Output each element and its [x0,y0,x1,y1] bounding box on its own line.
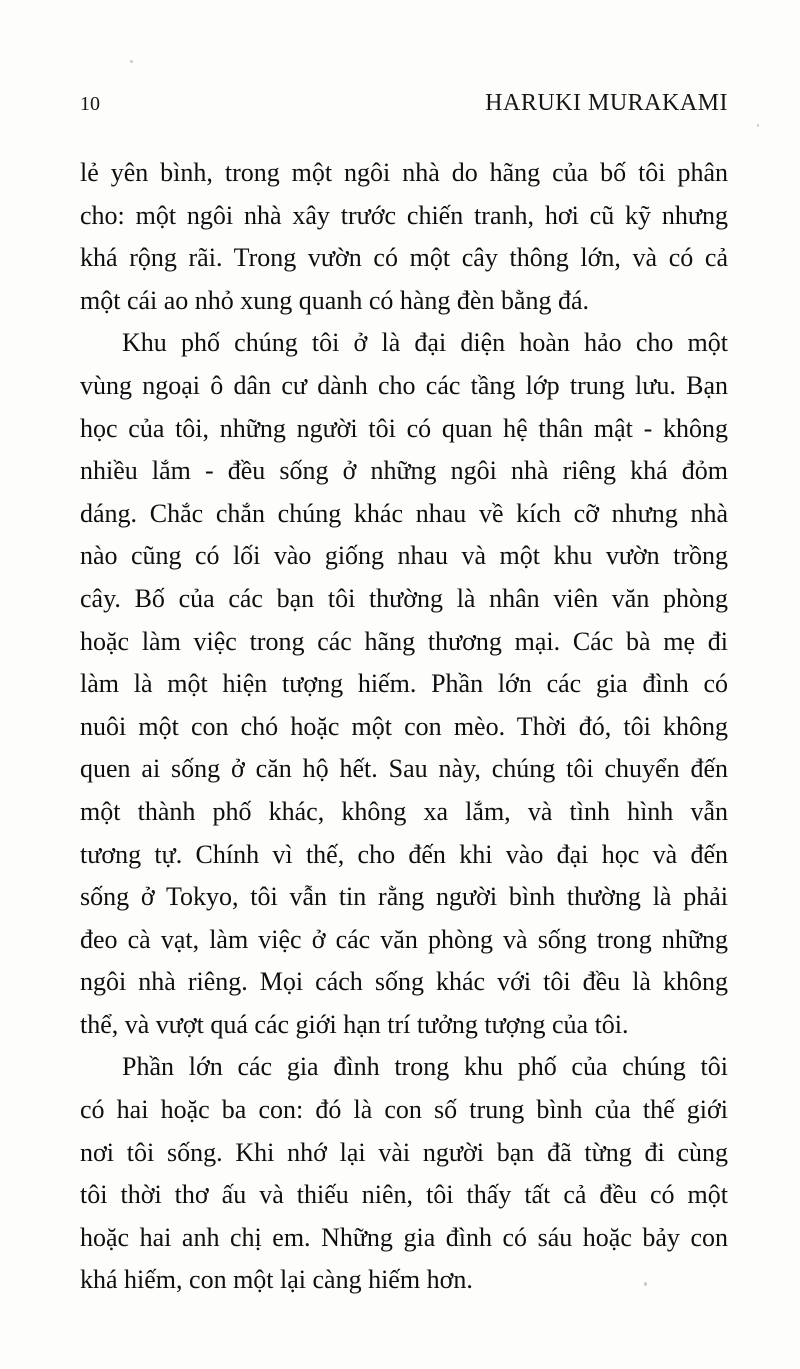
scan-speckle [644,1282,647,1286]
scan-speckle [757,124,759,127]
scan-speckle [130,60,133,63]
text-line: hoặc hai anh chị em. Những gia đình có sáu hoặc bảy con [80,1222,728,1252]
text-line: nào cũng có lối vào giống nhau và một khu vườn trồng [80,541,728,571]
body-text [80,152,728,1302]
text-line: sống ở Tokyo, tôi vẫn tin rằng người bình thường là phải [80,882,728,912]
text-line: tôi thời thơ ấu và thiếu niên, tôi thấy tất cả đều có một [80,1180,728,1210]
text-line: nuôi một con chó hoặc một con mèo. Thời đó, tôi không [80,711,728,741]
text-line: Phần lớn các gia đình trong khu phố của chúng tôi [122,1052,728,1082]
text-line: ngôi nhà riêng. Mọi cách sống khác với tôi đều là không [80,967,728,997]
page-number: 10 [80,93,100,115]
paragraph [80,152,728,322]
text-line: hoặc làm việc trong các hãng thương mại. Các bà mẹ đi [80,626,728,656]
running-header-author: HARUKI MURAKAMI [485,90,728,116]
text-line: làm là một hiện tượng hiếm. Phần lớn các gia đình có [80,669,728,699]
paragraph [80,1046,728,1302]
text-line: quen ai sống ở căn hộ hết. Sau này, chúng tôi chuyển đến [80,754,728,784]
text-line: Khu phố chúng tôi ở là đại diện hoàn hảo cho một [122,328,728,358]
text-line: cho: một ngôi nhà xây trước chiến tranh, hơi cũ kỹ nhưng [80,200,728,230]
text-line: một thành phố khác, không xa lắm, và tình hình vẫn [80,796,728,826]
text-line: tương tự. Chính vì thế, cho đến khi vào đại học và đến [80,839,728,869]
text-line: học của tôi, những người tôi có quan hệ thân mật - không [80,413,728,443]
text-line: đeo cà vạt, làm việc ở các văn phòng và sống trong những [80,924,728,954]
text-line: dáng. Chắc chắn chúng khác nhau về kích cỡ nhưng nhà [80,498,728,528]
paragraph [80,322,728,1046]
text-line: khá hiếm, con một lại càng hiếm hơn. [80,1265,473,1295]
text-line: nơi tôi sống. Khi nhớ lại vài người bạn đã từng đi cùng [80,1137,728,1167]
text-line: thể, và vượt quá các giới hạn trí tưởng tượng của tôi. [80,1009,629,1039]
text-line: lẻ yên bình, trong một ngôi nhà do hãng của bố tôi phân [80,158,728,187]
text-line: vùng ngoại ô dân cư dành cho các tầng lớp trung lưu. Bạn [80,370,728,400]
text-line: một cái ao nhỏ xung quanh có hàng đèn bằng đá. [80,285,590,315]
text-line: có hai hoặc ba con: đó là con số trung bình của thế giới [80,1095,728,1125]
text-line: khá rộng rãi. Trong vườn có một cây thông lớn, và có cả [80,243,728,273]
running-head [80,90,728,117]
text-line: nhiều lắm - đều sống ở những ngôi nhà riêng khá đỏm [80,456,728,486]
text-line: cây. Bố của các bạn tôi thường là nhân viên văn phòng [80,583,728,613]
